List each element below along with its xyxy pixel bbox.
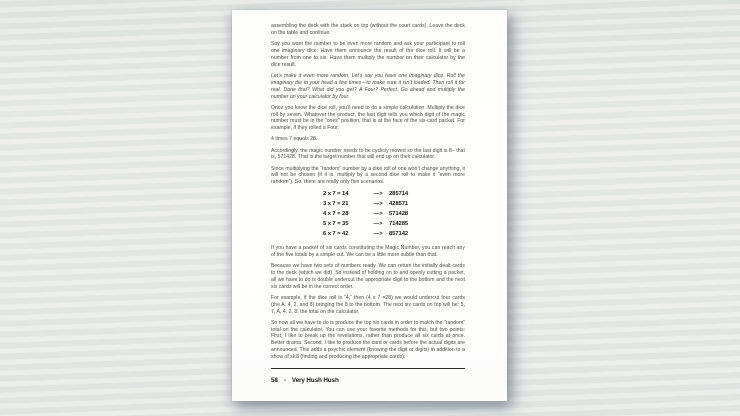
equation-expression: 4 x 7 = 28 [323, 211, 349, 218]
equation-expression: 2 x 7 = 14 [323, 191, 349, 198]
equation-expression: 6 x 7 = 42 [323, 230, 349, 237]
footer-text [271, 377, 339, 384]
body-paragraph: So now all we have to do is produce the top six cards in order to match the “random” total on the calculator. You can use your favorite methods for this, but two points: First, I like to break up the revelations, rather than produce all six cards at once. Better drama. Second, I like to produce the card or cards before the actual digits are announced. This adds a psychic element (knowing the digit or digits) in addition to a show of skill (finding and producing the appropriate cards). [271, 319, 465, 361]
equation-result: 571428 [389, 211, 409, 218]
equation-result: 285714 [389, 191, 409, 198]
equation-row [323, 200, 465, 210]
book-page [232, 10, 507, 401]
body-paragraph: If you have a packet of six cards constituting the Magic Number, you can reach any of the five totals by a simple cut. We can be a little more subtle than that. [271, 244, 465, 258]
arrow-glyph: —> [373, 220, 383, 227]
page-footer [271, 368, 465, 387]
equation-result: 857142 [389, 230, 409, 237]
body-paragraph: Say you want the number to be even more random and ask your participant to roll one imaginary dice. Have them announce the result of the dice roll. It will be a number from one to six. Have them multiply the number on their calculator by the dice result. [271, 41, 465, 68]
body-paragraph: Since multiplying the “random” number by a dice roll of one won’t change anything, it will not be chosen (if it is, multiply by a second dice roll to make it “even more random”). So, there are really only five scenarios. [271, 165, 465, 186]
equation-result: 714285 [389, 220, 409, 227]
equation-result: 428571 [389, 201, 409, 208]
body-paragraph: For example, if the dice roll is “4,” then (4 x 7 =28) we would undercut four cards (the A, 4, 2, and 8) bringing the 8 to the bottom. The next six cards on top will be: 5, 7, A, 4, 2, 8, the total on the calculator. [271, 294, 465, 315]
book-title: Very Hush Hush [291, 377, 339, 384]
footer-separator: - [283, 377, 286, 384]
equation-row [323, 190, 465, 200]
body-paragraph: Because we have two sets of numbers ready. We can return the initially dealt cards to the deck (which we did). So instead of holding on to and openly cutting a packet, all we have to do is double undercut the appropriate digit to the bottom and the next six cards will be in the correct order. [271, 262, 465, 290]
arrow-glyph: —> [373, 191, 383, 198]
arrow-glyph: —> [373, 230, 383, 237]
arrow-glyph: —> [373, 201, 383, 208]
equation-row [323, 220, 465, 230]
equation-expression: 5 x 7 = 35 [323, 220, 349, 227]
body-paragraph: assembling the deck with the stack on top (without the court cards). Leave the deck on the table and continue. [271, 23, 465, 36]
page-body [271, 23, 465, 361]
body-paragraph: 4 times 7 equals 28. [271, 136, 318, 143]
body-paragraph: Once you know the dice roll, you’ll need to do a simple calculation. Multiply the dice roll by seven. Whatever the product, the last digit tells you which digit of the magic number must be in the “ones” position, that is at the face of the six-card packet. For example, if they rolled a Four: [271, 104, 465, 132]
equation-row [323, 230, 465, 240]
footer-rule [271, 368, 465, 369]
scenario-equation-table [323, 190, 465, 239]
equation-row [323, 210, 465, 220]
equation-expression: 3 x 7 = 21 [323, 201, 349, 208]
arrow-glyph: —> [373, 211, 383, 218]
patter-paragraph-italic: Let’s make it even more random. Let’s say you have one imaginary dice. Roll the imaginary die in your head a few times—to make sure it isn’t loaded. Then roll it for real. Done that? What did you get? A Four? Perfect. Go ahead and multiply the number on your calculator by four. [271, 72, 465, 100]
page-number: 58 [271, 377, 278, 384]
body-paragraph: Accordingly, the magic number needs to be cyclicly moved so the last digit is 8– that is, 571428. That is the target number that will end up on their calculator. [271, 147, 465, 161]
